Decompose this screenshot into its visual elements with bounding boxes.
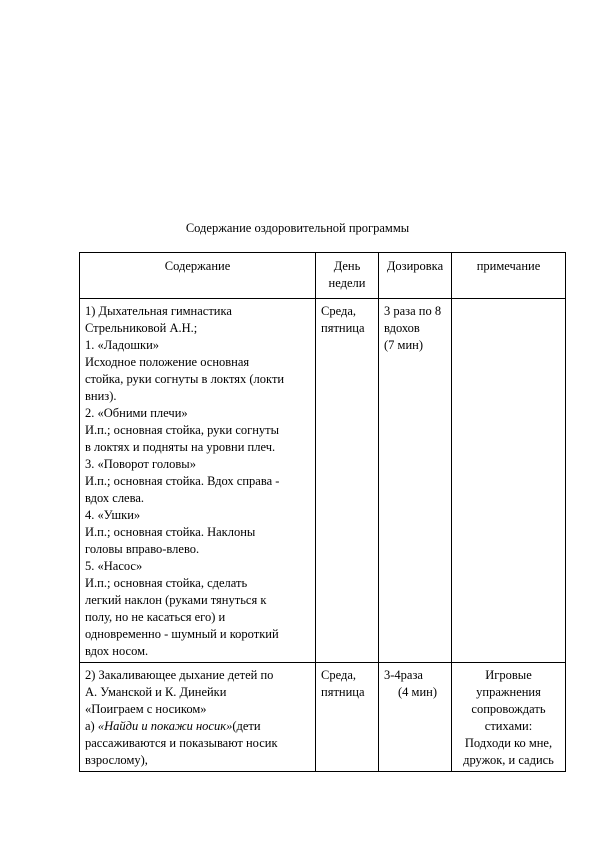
row1-content-line: одновременно - шумный и короткий [85, 627, 279, 641]
row1-content-line: стойка, руки согнуты в локтях (локти [85, 372, 285, 386]
row1-day [316, 299, 379, 663]
row1-content-line: 1. «Ладошки» [85, 338, 160, 352]
row1-content-line: вдох носом. [85, 644, 149, 658]
row1-content-line: И.п.; основная стойка, сделать [85, 576, 248, 590]
row2-note-line: сопровождать [471, 702, 546, 716]
row1-day-line: пятница [321, 321, 365, 335]
row2-content-line: «Поиграем с носиком» [85, 702, 207, 716]
row1-content-line: 3. «Поворот головы» [85, 457, 196, 471]
row2-italic-suffix: (дети [232, 719, 261, 733]
row2-dosage [379, 663, 452, 772]
table-row [80, 299, 566, 663]
row2-note-line: Подходи ко мне, [464, 736, 553, 750]
row2-italic-prefix: а) [85, 719, 98, 733]
header-content: Содержание [80, 253, 316, 299]
row2-note-line: упражнения [476, 685, 541, 699]
row2-note [452, 663, 566, 772]
row2-note-line: стихами: [484, 719, 533, 733]
row1-content-line: головы вправо-влево. [85, 542, 200, 556]
row1-content-line: Исходное положение основная [85, 355, 250, 369]
row1-content [80, 299, 316, 663]
row1-dosage-line: вдохов [384, 321, 420, 335]
document-title: Содержание оздоровительной программы [185, 221, 410, 235]
row2-content-line: 2) Закаливающее дыхание детей по [85, 668, 274, 682]
row2-content [80, 663, 316, 772]
row1-content-line: И.п.; основная стойка. Наклоны [85, 525, 256, 539]
row2-content-line: взрослому), [85, 753, 148, 767]
row2-day [316, 663, 379, 772]
header-day-line1: День [333, 259, 361, 273]
row1-note [452, 299, 566, 663]
row1-dosage-line: (7 мин) [384, 338, 423, 352]
row1-content-line: полу, но не касаться его) и [85, 610, 226, 624]
row1-content-line: легкий наклон (руками тянуться к [85, 593, 267, 607]
row1-content-line: в локтях и подняты на уровни плеч. [85, 440, 276, 454]
row1-content-line: вдох слева. [85, 491, 145, 505]
table-row [80, 663, 566, 772]
row1-content-line: И.п.; основная стойка. Вдох справа - [85, 474, 280, 488]
row1-content-line: 4. «Ушки» [85, 508, 141, 522]
row2-italic-text: «Найди и покажи носик» [97, 719, 233, 733]
row1-dosage-line: 3 раза по 8 [384, 304, 442, 318]
row1-content-line: 5. «Насос» [85, 559, 143, 573]
row1-content-line: 2. «Обними плечи» [85, 406, 188, 420]
program-table [79, 252, 566, 772]
header-note: примечание [452, 253, 566, 299]
header-day [316, 253, 379, 299]
row1-content-line: вниз). [85, 389, 117, 403]
row1-content-line: И.п.; основная стойка, руки согнуты [85, 423, 280, 437]
row1-dosage [379, 299, 452, 663]
row2-note-line: Игровые [485, 668, 532, 682]
row1-content-line: Стрельниковой А.Н.; [85, 321, 198, 335]
row1-content-line: 1) Дыхательная гимнастика [85, 304, 232, 318]
row2-content-line: А. Уманской и К. Динейки [85, 685, 227, 699]
row2-note-line: дружок, и садись [463, 753, 554, 767]
row2-content-italic-line [85, 718, 310, 735]
row1-day-line: Среда, [321, 304, 357, 318]
row2-day-line: Среда, [321, 668, 357, 682]
row2-dosage-line: 3-4раза [384, 668, 423, 682]
header-day-line2: недели [328, 276, 366, 290]
row2-day-line: пятница [321, 685, 365, 699]
row2-dosage-line: (4 мин) [398, 685, 437, 699]
table-header-row [80, 253, 566, 299]
row2-content-line: рассаживаются и показывают носик [85, 736, 278, 750]
header-dosage: Дозировка [379, 253, 452, 299]
